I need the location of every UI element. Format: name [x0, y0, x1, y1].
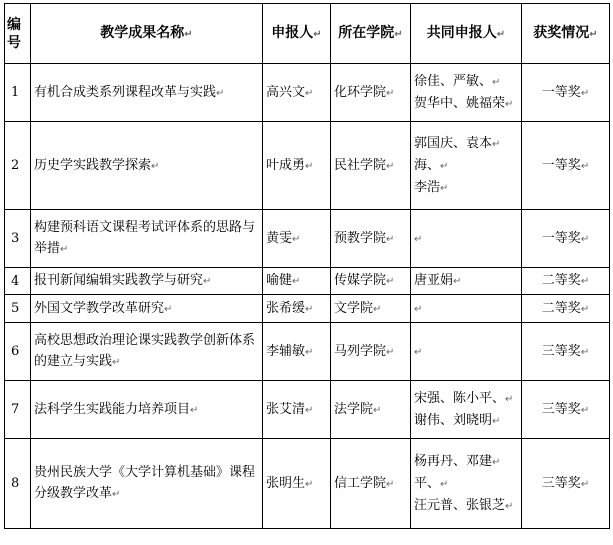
co-applicant-line: 平、↵: [414, 475, 449, 491]
co-applicant-line: 李浩↵: [414, 179, 449, 195]
co-applicant-line: 郭国庆、袁本↵: [414, 135, 501, 151]
cell-applicant: 黄雯↵: [263, 210, 331, 268]
co-applicant-line: 宋强、陈小平、↵: [414, 390, 514, 406]
cell-co-applicants: [411, 439, 522, 529]
table-row: [5, 122, 610, 210]
cell-name: 报刊新闻编辑实践教学与研究↵: [31, 268, 263, 295]
cell-co-applicants: [411, 323, 522, 381]
cell-name: 有机合成类系列课程改革与实践↵: [31, 64, 263, 122]
co-applicant-line: ↵: [414, 233, 423, 245]
cell-applicant: 张明生↵: [263, 439, 331, 529]
cell-college: 文学院↵: [331, 295, 411, 323]
header-applicant: 申报人↵: [263, 4, 331, 64]
cell-applicant: 喻健↵: [263, 268, 331, 295]
table-row: [5, 295, 610, 323]
cell-name: 法科学生实践能力培养项目↵: [31, 381, 263, 439]
co-applicant-line: 海、↵: [414, 157, 449, 173]
cell-college: 马列学院↵: [331, 323, 411, 381]
header-number: [5, 4, 31, 64]
cell-award: 三等奖↵: [522, 439, 610, 529]
cell-number: 5: [5, 295, 31, 323]
awards-table: [4, 3, 610, 529]
cell-award: 一等奖↵: [522, 122, 610, 210]
cell-applicant: 高兴文↵: [263, 64, 331, 122]
header-row: [5, 4, 610, 64]
co-applicant-line: ↵: [414, 346, 423, 358]
cell-number: 4: [5, 268, 31, 295]
cell-award: 一等奖↵: [522, 210, 610, 268]
cell-name: 贵州民族大学《大学计算机基础》课程分级教学改革↵: [31, 439, 263, 529]
cell-applicant: 叶成勇↵: [263, 122, 331, 210]
cell-co-applicants: [411, 122, 522, 210]
cell-number: 3: [5, 210, 31, 268]
co-applicant-line: ↵: [414, 303, 423, 315]
cell-college: 信工学院↵: [331, 439, 411, 529]
cell-co-applicants: [411, 295, 522, 323]
cell-applicant: 李辅敏↵: [263, 323, 331, 381]
table-row: [5, 64, 610, 122]
cell-college: 民社学院↵: [331, 122, 411, 210]
cell-award: 三等奖↵: [522, 381, 610, 439]
header-college: 所在学院↵: [331, 4, 411, 64]
header-award: 获奖情况↵: [522, 4, 610, 64]
table-row: [5, 439, 610, 529]
cell-number: 6: [5, 323, 31, 381]
header-number-text: 编号: [7, 16, 21, 51]
co-applicant-line: 贺华中、姚福荣↵: [414, 95, 514, 111]
cell-co-applicants: [411, 210, 522, 268]
cell-number: 1: [5, 64, 31, 122]
cell-college: 化环学院↵: [331, 64, 411, 122]
cell-name: 高校思想政治理论课实践教学创新体系的建立与实践↵: [31, 323, 263, 381]
cell-name: 外国文学教学改革研究↵: [31, 295, 263, 323]
table-row: [5, 323, 610, 381]
cell-number: 7: [5, 381, 31, 439]
cell-co-applicants: [411, 268, 522, 295]
cell-applicant: 张希缓↵: [263, 295, 331, 323]
header-name: 教学成果名称↵: [31, 4, 263, 64]
table-row: [5, 210, 610, 268]
cell-award: 一等奖↵: [522, 64, 610, 122]
cell-co-applicants: [411, 381, 522, 439]
co-applicant-line: 汪元普、张银芝↵: [414, 497, 514, 513]
cell-college: 预教学院↵: [331, 210, 411, 268]
co-applicant-line: 谢伟、刘晓明↵: [414, 412, 501, 428]
cell-award: 二等奖↵: [522, 268, 610, 295]
table-row: [5, 268, 610, 295]
cell-applicant: 张艾清↵: [263, 381, 331, 439]
co-applicant-line: 杨再丹、邓建↵: [414, 453, 501, 469]
cell-number: 2: [5, 122, 31, 210]
cell-award: 三等奖↵: [522, 323, 610, 381]
cell-college: 法学院↵: [331, 381, 411, 439]
cell-number: 8: [5, 439, 31, 529]
cell-award: 二等奖↵: [522, 295, 610, 323]
co-applicant-line: 唐亚娟↵: [414, 273, 462, 288]
cell-name: 构建预科语文课程考试评体系的思路与举措↵: [31, 210, 263, 268]
cell-college: 传媒学院↵: [331, 268, 411, 295]
co-applicant-line: 徐佳、严敏、↵: [414, 73, 501, 89]
header-co-applicants: 共同申报人↵: [411, 4, 522, 64]
cell-co-applicants: [411, 64, 522, 122]
cell-name: 历史学实践教学探索↵: [31, 122, 263, 210]
table-row: [5, 381, 610, 439]
